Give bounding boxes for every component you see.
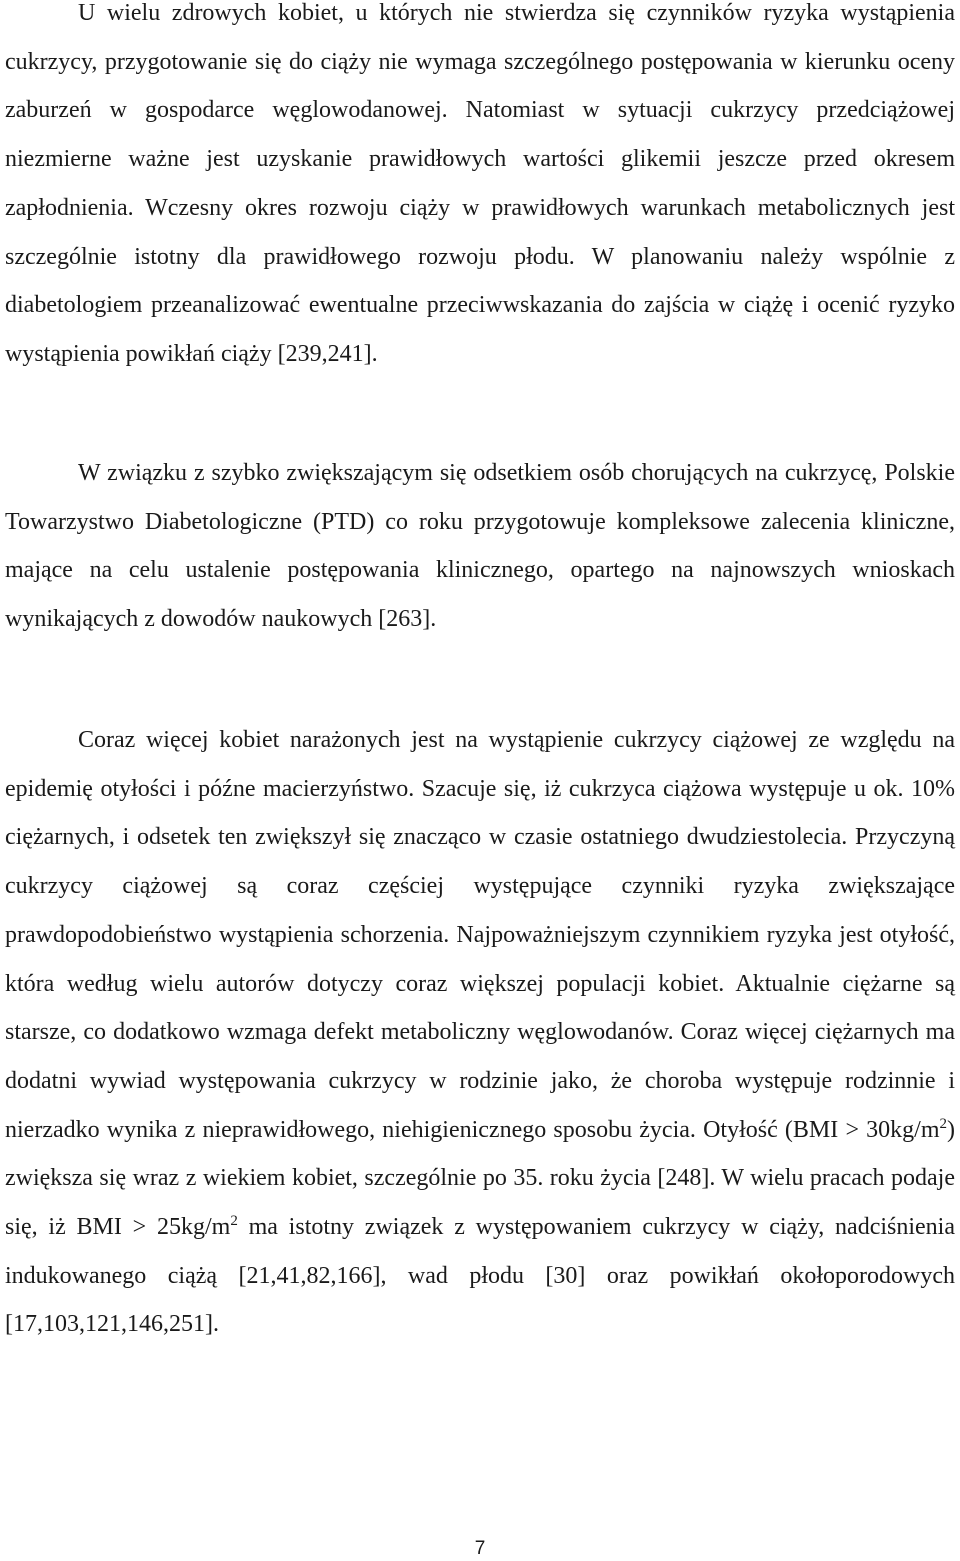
superscript: 2 — [939, 1115, 947, 1132]
page-number: 7 — [474, 1538, 486, 1559]
paragraph-text-part: ) zwiększa się wraz z wiekiem kobiet, szczególnie po 35. roku życia [248]. W wielu pracach podaje się, iż BMI > 25kg/m — [5, 1116, 955, 1241]
superscript: 2 — [230, 1213, 238, 1230]
paragraph-text-part: ma istotny związek z występowaniem cukrzycy w ciąży, nadciśnienia indukowanego ciążą [21,41,82,166], wad płodu [30] oraz powikłań okołoporodowych [17,103,121,146,251]. — [5, 1214, 955, 1338]
paragraph-text-part: Coraz więcej kobiet narażonych jest na wystąpienie cukrzycy ciążowej ze względu na epidemię otyłości i późne macierzyństwo. Szacuje się, iż cukrzyca ciążowa występuje u ok. 10% ciężarnych, i odsetek ten zwiększył się znacząco w czasie ostatniego dwudziestolecia. Przyczyną cukrzycy ciążowej są coraz częściej występujące czynniki ryzyka zwiększające prawdopodobieństwo wystąpienia schorzenia. Najpoważniejszym czynnikiem ryzyka jest otyłość, która według wielu autorów dotyczy coraz większej populacji kobiet. Aktualnie ciężarne są starsze, co dodatkowo wzmaga defekt metaboliczny węglowodanów. Coraz więcej ciężarnych ma dodatni wywiad występowania cukrzycy w rodzinie jako, że choroba występuje rodzinnie i nierzadko wynika z nieprawidłowego, niehigienicznego sposobu życia. Otyłość (BMI > 30kg/m — [5, 727, 955, 1143]
paragraph-ptd-recommendations: W związku z szybko zwiększającym się odsetkiem osób chorujących na cukrzycę, Polskie Towarzystwo Diabetologiczne (PTD) co roku przygotowuje kompleksowe zalecenia kliniczne, mające na celu ustalenie postępowania klinicznego, opartego na najnowszych wnioskach wynikających z dowodów naukowych [263]. — [5, 460, 955, 633]
paragraph-preconception: U wielu zdrowych kobiet, u których nie stwierdza się czynników ryzyka wystąpienia cukrzycy, przygotowanie się do ciąży nie wymaga szczególnego postępowania w kierunku oceny zaburzeń w gospodarce węglowodanowej. Natomiast w sytuacji cukrzycy przedciążowej niezmierne ważne jest uzyskanie prawidłowych wartości glikemii jeszcze przed okresem zapłodnienia. Wczesny okres rozwoju ciąży w prawidłowych warunkach metabolicznych jest szczególnie istotny dla prawidłowego rozwoju płodu. W planowaniu należy wspólnie z diabetologiem przeanalizować ewentualne przeciwwskazania do zajścia w ciążę i ocenić ryzyko wystąpienia powikłań ciąży [239,241]. — [5, 0, 955, 367]
paragraph-gestational-diabetes — [5, 716, 955, 1349]
